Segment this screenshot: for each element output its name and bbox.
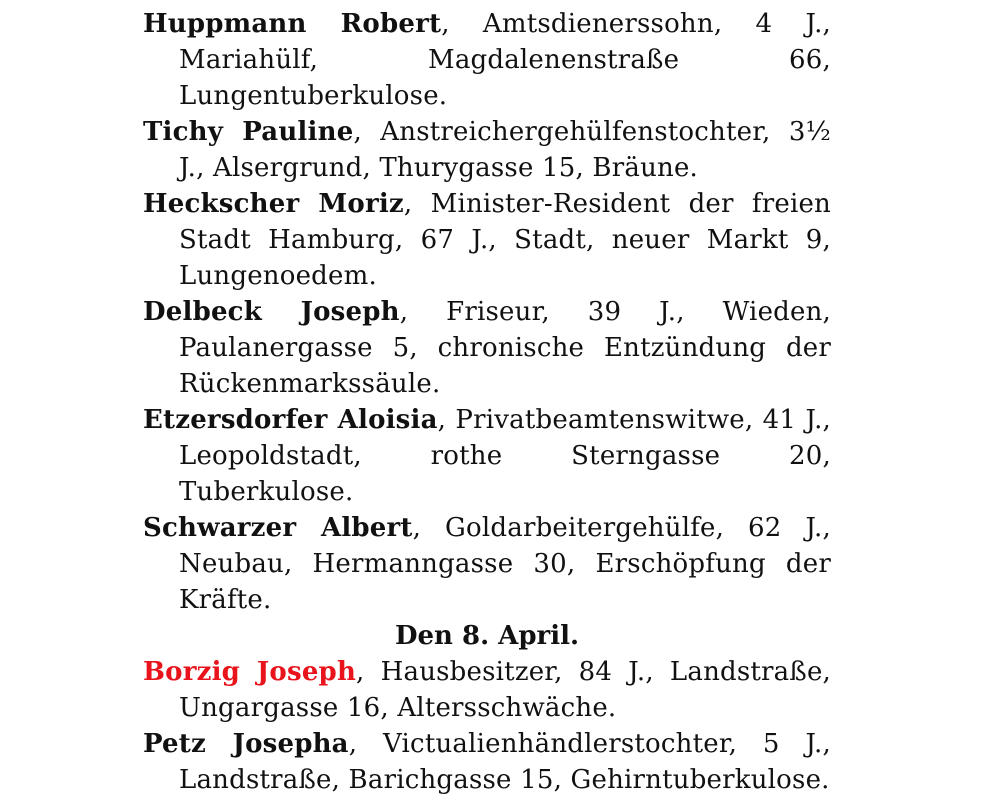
entry-name: Etzersdorfer Aloisia	[143, 405, 438, 435]
register-entry	[143, 294, 831, 402]
death-register-column	[143, 6, 831, 798]
entry-details: , Anstreichergehülfenstochter, 3½ J., Alsergrund, Thurygasse 15, Bräune.	[179, 117, 831, 183]
entry-name: Tichy Pauline	[143, 117, 354, 147]
register-entry	[143, 510, 831, 618]
entry-details: , Privatbeamtenswitwe, 41 J., Leopoldstadt, rothe Sterngasse 20, Tuberkulose.	[179, 405, 831, 507]
register-entry-highlighted	[143, 654, 831, 726]
entry-name: Heckscher Moriz	[143, 189, 404, 219]
entry-name: Petz Josepha	[143, 729, 349, 759]
register-entry	[143, 6, 831, 114]
register-entry	[143, 402, 831, 510]
entry-name: Delbeck Joseph	[143, 297, 400, 327]
entry-details: , Minister-Resident der freien Stadt Hamburg, 67 J., Stadt, neuer Markt 9, Lungenoedem.	[179, 189, 831, 291]
register-entry	[143, 186, 831, 294]
register-entry	[143, 114, 831, 186]
entry-details: , Amtsdienerssohn, 4 J., Mariahülf, Magdalenenstraße 66, Lungentuberkulose.	[179, 9, 831, 111]
entry-details: , Victualienhändlerstochter, 5 J., Landstraße, Barichgasse 15, Gehirntuberkulose.	[179, 729, 831, 795]
register-entry	[143, 726, 831, 798]
entry-name: Huppmann Robert	[143, 9, 442, 39]
entry-details: , Goldarbeitergehülfe, 62 J., Neubau, Hermanngasse 30, Erschöpfung der Kräfte.	[179, 513, 831, 615]
entry-details: , Friseur, 39 J., Wieden, Paulanergasse 5, chronische Entzündung der Rückenmarkssäule.	[179, 297, 831, 399]
entry-name-highlighted: Borzig Joseph	[143, 657, 357, 687]
date-heading: Den 8. April.	[394, 621, 580, 651]
entry-details: , Hausbesitzer, 84 J., Landstraße, Ungargasse 16, Altersschwäche.	[179, 657, 831, 723]
entry-name: Schwarzer Albert	[143, 513, 413, 543]
